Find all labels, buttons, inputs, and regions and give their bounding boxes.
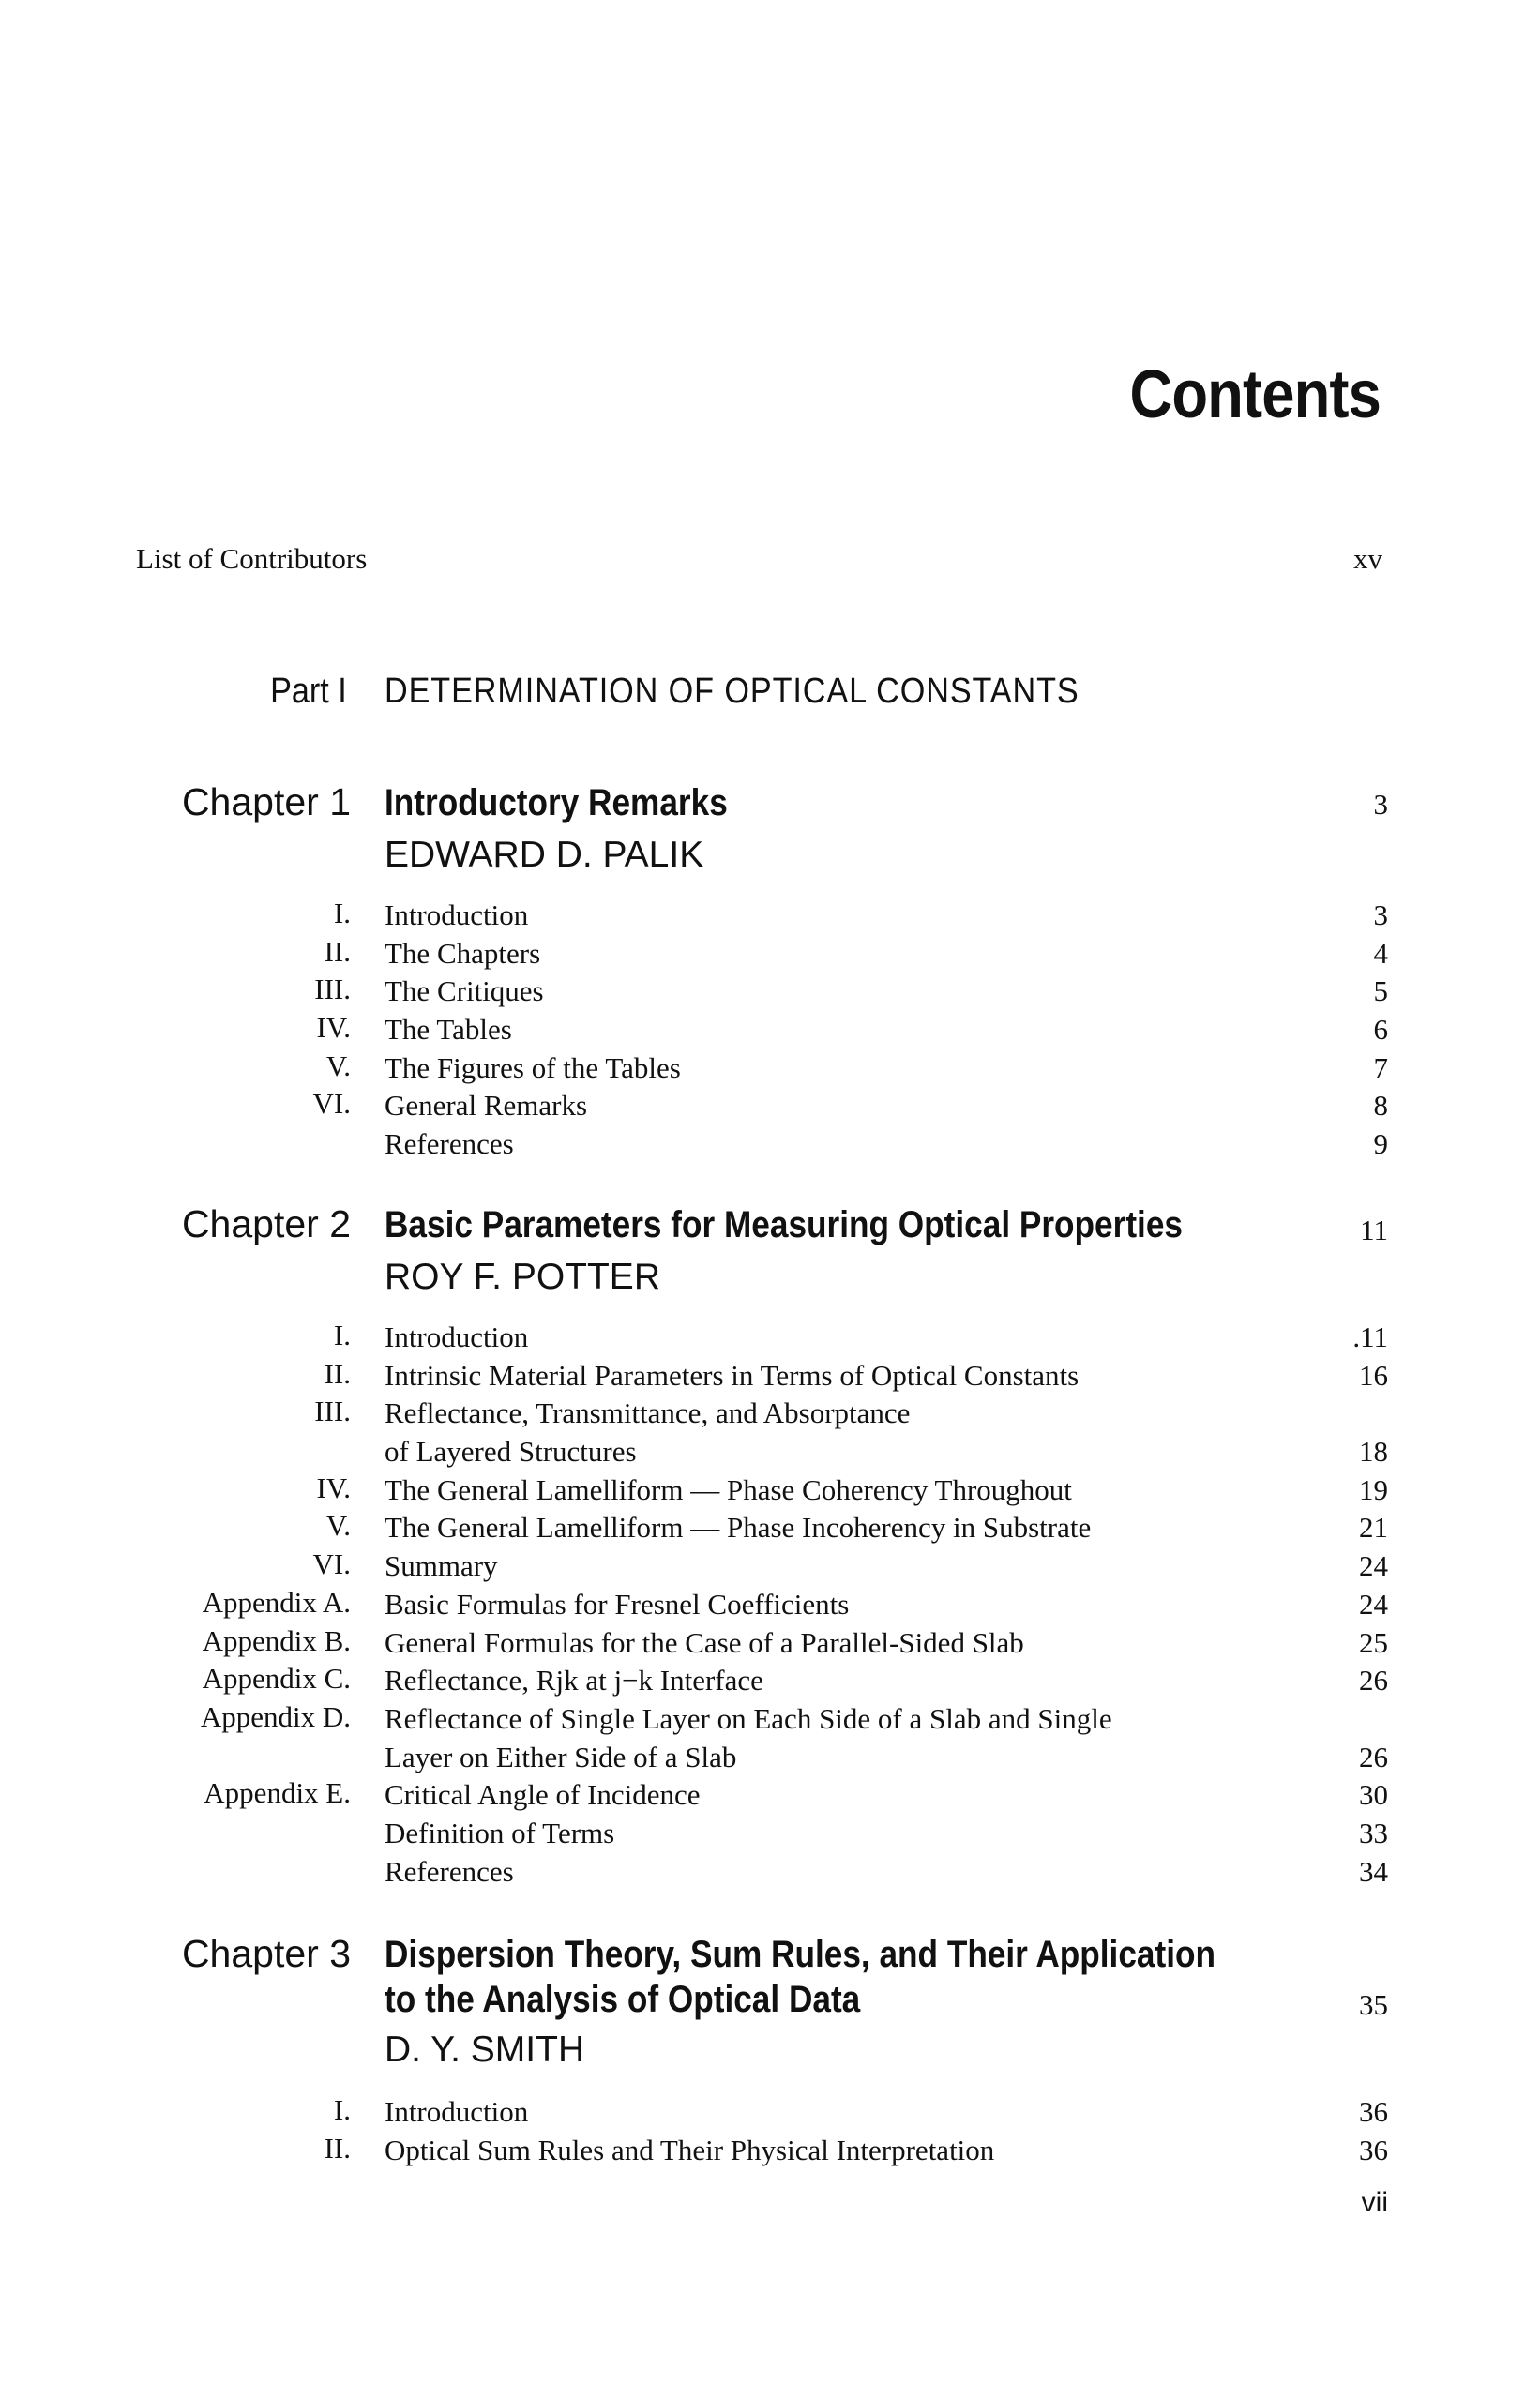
entry-number: IV. [316,1471,351,1504]
entry-page: 21 [1359,1511,1388,1545]
toc-entry[interactable] [0,1125,1540,1164]
toc-entry[interactable] [0,1853,1540,1892]
entry-page: 16 [1359,1358,1388,1392]
toc-entry[interactable] [0,1815,1540,1853]
chapter-title-line: Introductory Remarks [385,782,728,823]
entry-page: 25 [1359,1625,1388,1659]
toc-entry[interactable] [0,1395,1540,1471]
entry-page: 6 [1373,1013,1388,1047]
entry-number: I. [333,897,351,929]
chapter-1-entries [0,897,1540,1164]
chapter-title-line2: to the Analysis of Optical Data [385,1979,861,2020]
entry-title: References [385,1854,514,1888]
toc-entry[interactable] [0,2093,1540,2132]
entry-number: VI. [312,1547,351,1581]
page-folio: vii [1361,2187,1388,2218]
toc-entry[interactable] [0,1049,1540,1088]
toc-entry[interactable] [0,1700,1540,1776]
entry-number: Appendix A. [202,1585,351,1619]
entry-number: III. [314,973,351,1006]
toc-entry[interactable] [0,897,1540,935]
toc-entry[interactable] [0,1471,1540,1510]
entry-number: VI. [312,1087,351,1121]
entry-number: V. [325,1509,351,1543]
entry-page: 33 [1359,1816,1388,1849]
contributors-page: xv [1353,542,1382,575]
entry-number: I. [333,2093,351,2126]
chapter-author: D. Y. SMITH [385,2029,585,2070]
entry-title: Intrinsic Material Parameters in Terms of Optical Constants [385,1358,1080,1392]
entry-page: 9 [1373,1127,1388,1161]
entry-title: General Remarks [385,1089,588,1123]
entry-title-line2: of Layered Structures [385,1435,637,1469]
entry-title: The Figures of the Tables [385,1050,681,1084]
toc-entry[interactable] [0,1357,1540,1396]
page-title: Contents [1129,357,1381,432]
entry-number: Appendix C. [202,1662,351,1696]
entry-page: 36 [1359,2133,1388,2166]
entry-title-line: Reflectance of Single Layer on Each Side of a Slab and Single [385,1701,1112,1735]
entry-page: 36 [1359,2094,1388,2128]
entry-title: Summary [385,1549,498,1583]
entry-number: Appendix D. [200,1699,351,1733]
part-title: DETERMINATION OF OPTICAL CONSTANTS [385,671,1080,711]
entry-page: 26 [1359,1664,1388,1697]
entry-title-line2: Layer on Either Side of a Slab [385,1740,737,1773]
entry-number: IV. [316,1011,351,1045]
chapter-title-line: Basic Parameters for Measuring Optical Properties [385,1204,1183,1245]
entry-title-line: Reflectance, Transmittance, and Absorptance [385,1396,911,1430]
chapter-label: Chapter 3 [181,1932,351,1975]
toc-entry[interactable] [0,2132,1540,2170]
entry-page: 34 [1359,1854,1388,1888]
chapter-3-entries [0,2093,1540,2169]
chapter-label: Chapter 2 [181,1202,351,1245]
entry-page: 4 [1373,936,1388,970]
chapter-page: 11 [1360,1214,1388,1246]
entry-title: References [385,1127,514,1161]
entry-title: The Chapters [385,936,541,970]
entry-number: V. [325,1049,351,1082]
toc-entry[interactable] [0,1776,1540,1815]
entry-title: Introduction [385,898,529,931]
chapter-page: 3 [1373,788,1388,821]
entry-number: Appendix B. [202,1623,351,1657]
chapter-author: ROY F. POTTER [385,1257,660,1297]
entry-page: 8 [1373,1089,1388,1123]
chapter-2-entries [0,1319,1540,1891]
toc-entry[interactable] [0,1319,1540,1357]
entry-page: 24 [1359,1587,1388,1621]
entry-number: Appendix E. [204,1776,351,1810]
entry-page: 7 [1373,1050,1388,1084]
contributors-row[interactable] [136,542,1382,576]
toc-entry[interactable] [0,973,1540,1011]
chapter-author: EDWARD D. PALIK [385,835,704,875]
toc-entry[interactable] [0,1509,1540,1547]
entry-title: Definition of Terms [385,1816,615,1849]
toc-entry[interactable] [0,1087,1540,1125]
entry-page: 26 [1359,1740,1388,1773]
entry-page: 24 [1359,1549,1388,1583]
entry-title: The Critiques [385,974,544,1008]
toc-entry[interactable] [0,1662,1540,1700]
entry-number: I. [333,1319,351,1351]
entry-title: The General Lamelliform — Phase Incoherency in Substrate [385,1511,1092,1545]
entry-page: .11 [1352,1320,1388,1353]
entry-title: Introduction [385,1320,529,1353]
toc-entry[interactable] [0,1547,1540,1586]
toc-entry[interactable] [0,1624,1540,1663]
chapter-title[interactable] [385,1202,1183,1247]
entry-page: 5 [1373,974,1388,1008]
entry-title: Reflectance, Rjk at j−k Interface [385,1664,763,1697]
entry-title: General Formulas for the Case of a Parallel-Sided Slab [385,1625,1024,1659]
entry-title [385,1700,1112,1776]
chapter-title-line: Dispersion Theory, Sum Rules, and Their Application [385,1934,1216,1975]
chapter-page: 35 [1359,1988,1388,2021]
entry-number: II. [324,2131,351,2165]
entry-page: 19 [1359,1472,1388,1506]
entry-page: 3 [1373,898,1388,931]
entry-title: The General Lamelliform — Phase Coherency Throughout [385,1472,1072,1506]
entry-title: Introduction [385,2095,529,2128]
entry-number: II. [324,1356,351,1390]
chapter-title[interactable] [385,1932,1215,2022]
entry-page: 30 [1359,1778,1388,1812]
part-number: Part I [270,671,347,711]
entry-title: The Tables [385,1013,512,1047]
entry-title: Basic Formulas for Fresnel Coefficients [385,1587,850,1621]
entry-number: III. [314,1395,351,1428]
entry-title [385,1395,910,1471]
chapter-label: Chapter 1 [181,780,351,823]
toc-entry[interactable] [0,1011,1540,1049]
entry-number: II. [324,934,351,968]
toc-entry[interactable] [0,935,1540,973]
contributors-label: List of Contributors [136,542,368,575]
entry-title: Optical Sum Rules and Their Physical Interpretation [385,2133,995,2166]
entry-page: 18 [1359,1435,1388,1469]
toc-entry[interactable] [0,1586,1540,1624]
chapter-title[interactable] [385,780,728,825]
entry-title: Critical Angle of Incidence [385,1778,701,1812]
